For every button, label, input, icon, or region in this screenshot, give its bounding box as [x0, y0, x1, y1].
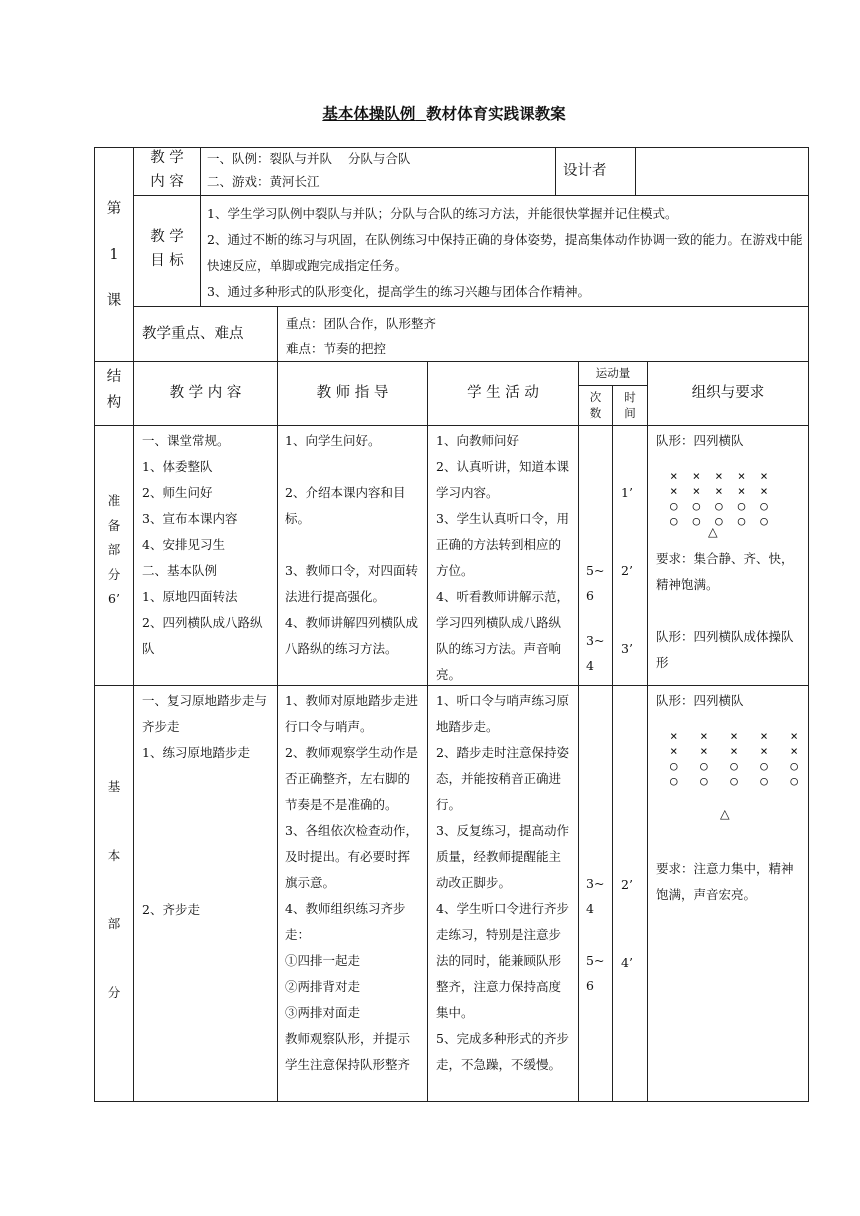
lesson-label-1: 第	[106, 201, 122, 217]
content-label-2: 内 容	[150, 174, 184, 190]
prep-label: 准 备 部 分 6’	[107, 493, 121, 606]
title-part1: 基本体操队例	[322, 105, 416, 123]
basic-formation: 队形：四列横队	[656, 693, 744, 708]
basic-teacher-mark: △	[720, 806, 730, 821]
col-duration-1: 时	[624, 390, 636, 404]
lesson-label-2: 1	[109, 247, 119, 263]
basic-times-3: 5~	[586, 953, 605, 968]
col-structure-1: 结	[106, 369, 122, 385]
prep-teacher-mark: △	[708, 524, 718, 539]
objective-1: 1、学生学习队例中裂队与并队；分队与合队的练习方法，并能很快掌握并记住模式。	[207, 206, 678, 221]
objective-2: 2、通过不断的练习与巩固，在队例练习中保持正确的身体姿势，提高集体动作协调一致的能力。在游戏中能快速反应，单脚或跑完成指定任务。	[207, 232, 803, 273]
basic-duration-2: 4’	[621, 955, 633, 970]
basic-times-2: 4	[586, 901, 594, 916]
objectives-list	[207, 201, 803, 305]
prep-duration-3: 3’	[621, 641, 633, 656]
basic-duration-1: 2’	[621, 877, 633, 892]
prep-times-2: 6	[586, 588, 594, 603]
basic-teacher: 1、教师对原地踏步走进 行口令与哨声。 2、教师观察学生动作是 否正确整齐，左右脚的 节奏是不是准确的。 3、各组依次检查动作， 及时提出。有必要时挥 旗示意。 4、教师组织练习齐步 走： ①四排一起走 ②两排背对走 ③两排对面走 教师观察队形，并提示 学生注意保持队形整齐	[285, 693, 418, 1072]
basic-requirements: 要求：注意力集中，精神 饱满，声音宏亮。	[656, 861, 794, 902]
prep-duration-2: 2’	[621, 563, 633, 578]
col-structure-2: 构	[106, 395, 122, 411]
keypoint-2: 难点：节奏的把控	[286, 341, 387, 356]
col-duration-2: 间	[624, 406, 636, 420]
basic-label-1: 基	[107, 779, 121, 794]
basic-formation-grid: × × × × × × × × × × ○ ○ ○ ○ ○ ○ ○ ○ ○ ○	[670, 728, 798, 788]
basic-times-1: 3~	[586, 876, 605, 891]
prep-formation-grid: × × × × × × × × × × ○ ○ ○ ○ ○ ○ ○ ○ ○ ○	[670, 468, 768, 528]
page-title	[0, 102, 860, 124]
prep-duration-1: 1’	[621, 485, 633, 500]
title-part2: 教材体育实践课教案	[426, 105, 566, 123]
keypoints-label: 教学重点、难点	[142, 326, 244, 342]
prep-formation-2: 队形：四列横队成体操队 形	[656, 629, 794, 670]
prep-times-3: 3~	[586, 633, 605, 648]
prep-teacher: 1、向学生问好。 2、介绍本课内容和目 标。 3、教师口令，对四面转 法进行提高强化。 4、教师讲解四列横队成 八路纵的练习方法。	[285, 433, 418, 656]
col-load: 运动量	[595, 366, 631, 380]
prep-times-4: 4	[586, 658, 594, 673]
basic-student: 1、听口令与哨声练习原 地踏步走。 2、踏步走时注意保持姿 态，并能按稍音正确进 行。 3、反复练习，提高动作 质量，经教师提醒能主 动改正脚步。 4、学生听口令进行齐步 走练习，特别是注意步 法的同时，能兼顾队形 整齐，注意力保持高度 集中。 5、完成多种形式的齐步 走，不急躁，不缓慢。	[436, 693, 569, 1072]
basic-content-2: 2、齐步走	[142, 902, 200, 917]
prep-formation-1: 队形：四列横队	[656, 433, 744, 448]
col-teacher: 教 师 指 导	[316, 385, 389, 401]
objective-3: 3、通过多种形式的队形变化，提高学生的练习兴趣与团体合作精神。	[207, 284, 590, 299]
col-content: 教 学 内 容	[169, 385, 242, 401]
prep-times-1: 5~	[586, 563, 605, 578]
prep-student: 1、向教师问好 2、认真听讲，知道本课 学习内容。 3、学生认真听口令，用 正确的方法转到相应的 方位。 4、听看教师讲解示范， 学习四列横队成八路纵 队的练习方法。声音响 亮。	[436, 433, 569, 682]
content-label-1: 教 学	[150, 150, 184, 166]
basic-label-3: 部	[107, 916, 121, 931]
basic-times-4: 6	[586, 978, 594, 993]
lesson-label-3: 课	[106, 293, 122, 309]
content-line-2: 二、游戏：黄河长江	[207, 174, 320, 189]
basic-content: 一、复习原地踏步走与 齐步走 1、练习原地踏步走	[142, 693, 268, 760]
keypoint-1: 重点：团队合作，队形整齐	[286, 316, 437, 331]
basic-label-2: 本	[107, 848, 121, 863]
col-student: 学 生 活 动	[467, 385, 539, 401]
designer-label: 设计者	[563, 163, 607, 179]
prep-requirements: 要求：集合静、齐、快， 精神饱满。	[656, 551, 794, 592]
col-times-1: 次	[589, 390, 602, 404]
col-times-2: 数	[589, 406, 602, 420]
basic-label-4: 分	[107, 985, 121, 1000]
objectives-label-1: 教 学	[150, 229, 184, 245]
prep-content: 一、课堂常规。 1、体委整队 2、师生问好 3、宣布本课内容 4、安排见习生 二、基本队例 1、原地四面转法 2、四列横队成八路纵 队	[142, 433, 263, 656]
objectives-label-2: 目 标	[150, 253, 184, 269]
content-line-1: 一、队例：裂队与并队 分队与合队	[207, 151, 411, 166]
col-org: 组织与要求	[691, 385, 765, 401]
